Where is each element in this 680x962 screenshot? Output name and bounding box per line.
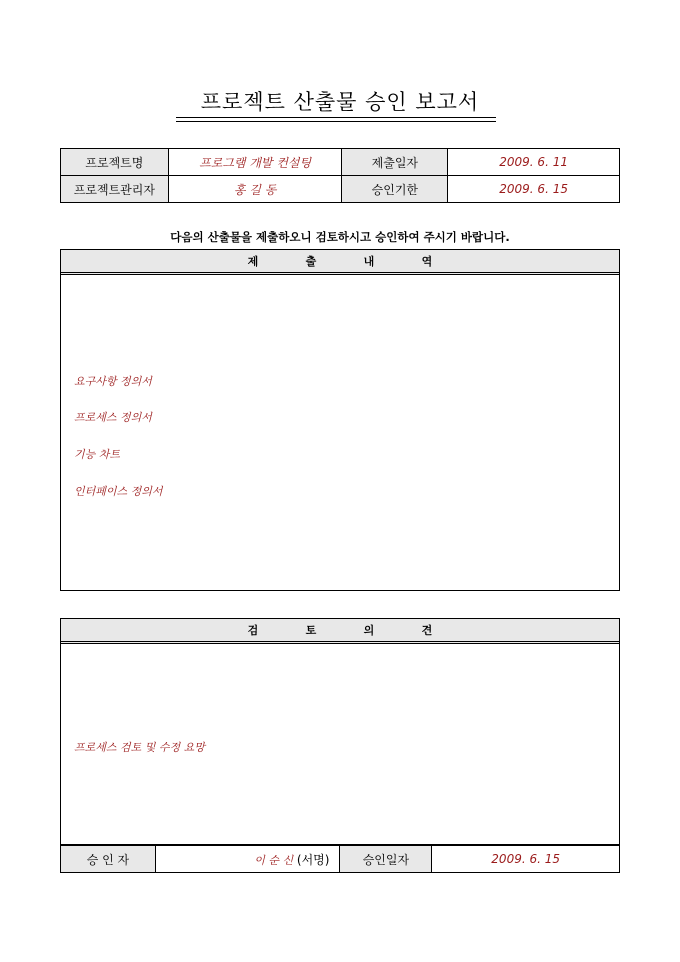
title-underline [176, 117, 496, 118]
review-header [61, 619, 619, 644]
title-underline-second [176, 121, 496, 122]
project-name-label: 프로젝트명 [61, 149, 169, 176]
approval-table [60, 845, 620, 873]
review-section [60, 618, 620, 845]
page-title: 프로젝트 산출물 승인 보고서 [200, 90, 480, 114]
submission-header-char: 내 [363, 255, 375, 268]
table-row [61, 176, 620, 203]
submit-date-value: 2009. 6. 11 [448, 149, 620, 176]
list-item: 요구사항 정의서 [74, 375, 152, 388]
review-comment: 프로세스 검토 및 수정 요망 [74, 741, 205, 754]
approval-date-label: 승인일자 [340, 846, 432, 873]
list-item: 인터페이스 정의서 [74, 485, 163, 498]
submission-header-char: 제 [247, 255, 259, 268]
signature-label: (서명) [296, 852, 330, 867]
table-row [61, 846, 620, 873]
request-text: 다음의 산출물을 제출하오니 검토하시고 승인하여 주시기 바랍니다. [170, 230, 510, 244]
manager-value: 홍 길 동 [168, 176, 342, 203]
approver-cell [155, 846, 340, 873]
approver-name: 이 순 신 [254, 853, 294, 867]
deadline-label: 승인기한 [342, 176, 448, 203]
submit-date-label: 제출일자 [342, 149, 448, 176]
list-item: 프로세스 정의서 [74, 411, 152, 424]
submission-header [61, 250, 619, 275]
submission-header-char: 출 [305, 255, 317, 268]
review-header-char: 토 [305, 624, 317, 637]
review-header-char: 견 [421, 624, 433, 637]
submission-section [60, 249, 620, 591]
approver-label: 승 인 자 [61, 846, 156, 873]
review-header-char: 의 [363, 624, 375, 637]
review-header-char: 검 [247, 624, 259, 637]
approval-date-value: 2009. 6. 15 [432, 846, 620, 873]
manager-label: 프로젝트관리자 [61, 176, 169, 203]
project-info-table [60, 148, 620, 203]
project-name-value: 프로그램 개발 컨설팅 [168, 149, 342, 176]
submission-header-char: 역 [421, 255, 433, 268]
table-row [61, 149, 620, 176]
deadline-value: 2009. 6. 15 [448, 176, 620, 203]
list-item: 기능 차트 [74, 448, 121, 461]
